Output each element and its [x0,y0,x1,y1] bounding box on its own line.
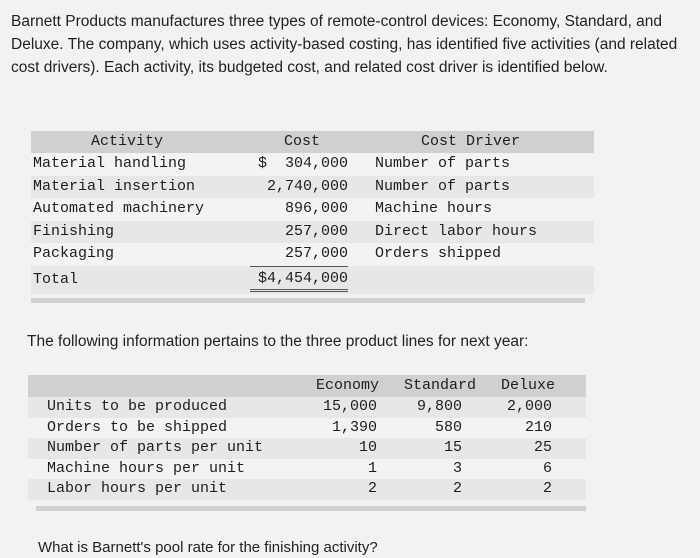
table-row [31,198,594,221]
activity-driver: Number of parts [375,155,511,172]
question-text: What is Barnett's pool rate for the finishing activity? [38,539,378,556]
table-row [31,221,594,244]
table-row [28,438,586,459]
table-row [28,418,586,439]
activity-driver: Orders shipped [375,245,502,262]
deluxe-value: 6 [542,459,552,477]
row-label: Number of parts per unit [47,439,264,456]
economy-value: 10 [358,439,377,456]
header-deluxe: Deluxe [501,377,556,394]
product-lines-table [28,375,586,500]
economy-value: 1,390 [331,418,377,436]
activity-cost-table [31,131,594,294]
economy-value: 1 [367,459,377,477]
header-activity: Activity [91,133,164,150]
deluxe-value: 2,000 [506,398,552,415]
intro-paragraph: Barnett Products manufactures three types of remote-control devices: Economy, Standard, and Deluxe. The company, which uses activity-based costing, has identified five activities (and related cost drivers). Each activity, its budgeted cost, and related cost driver is identified below. [11,13,678,76]
table-divider [31,298,585,303]
table-row [31,243,594,266]
table-row [28,479,586,500]
activity-name: Packaging [33,245,115,262]
product-intro-text: The following information pertains to the three product lines for next year: [27,333,529,350]
deluxe-value: 2 [542,480,552,497]
deluxe-value: 25 [533,439,552,456]
total-row [31,266,594,294]
activity-driver: Machine hours [375,200,493,217]
header-standard: Standard [404,377,477,394]
total-label: Total [33,270,79,288]
standard-value: 15 [443,439,462,456]
activity-cost: 257,000 [284,245,348,262]
economy-value: 15,000 [322,398,377,415]
table-row [28,397,586,418]
deluxe-value: 210 [524,418,552,436]
activity-name: Material insertion [33,177,196,195]
activity-cost: $ 304,000 [257,155,348,172]
row-label: Machine hours per unit [47,459,246,477]
activity-cost: 896,000 [284,200,348,217]
row-label: Units to be produced [47,398,228,415]
product-table-header [28,375,586,397]
standard-value: 9,800 [416,398,462,415]
table-row [31,153,594,176]
activity-driver: Number of parts [375,177,511,195]
activity-name: Automated machinery [33,200,205,217]
standard-value: 3 [452,459,462,477]
standard-value: 2 [452,480,462,497]
row-label: Orders to be shipped [47,418,228,436]
table-row [31,176,594,199]
row-label: Labor hours per unit [47,480,228,497]
table-row [28,459,586,480]
table-divider [36,506,586,511]
standard-value: 580 [434,418,462,436]
activity-table-header [31,131,594,153]
economy-value: 2 [367,480,377,497]
total-cost: $4,454,000 [257,269,348,287]
activity-cost: 2,740,000 [266,177,348,195]
header-cost: Cost [284,133,321,150]
activity-name: Finishing [33,222,115,240]
header-economy: Economy [316,377,380,394]
header-cost-driver: Cost Driver [421,133,521,150]
activity-name: Material handling [33,155,187,172]
activity-cost: 257,000 [284,222,348,240]
activity-driver: Direct labor hours [375,222,538,240]
